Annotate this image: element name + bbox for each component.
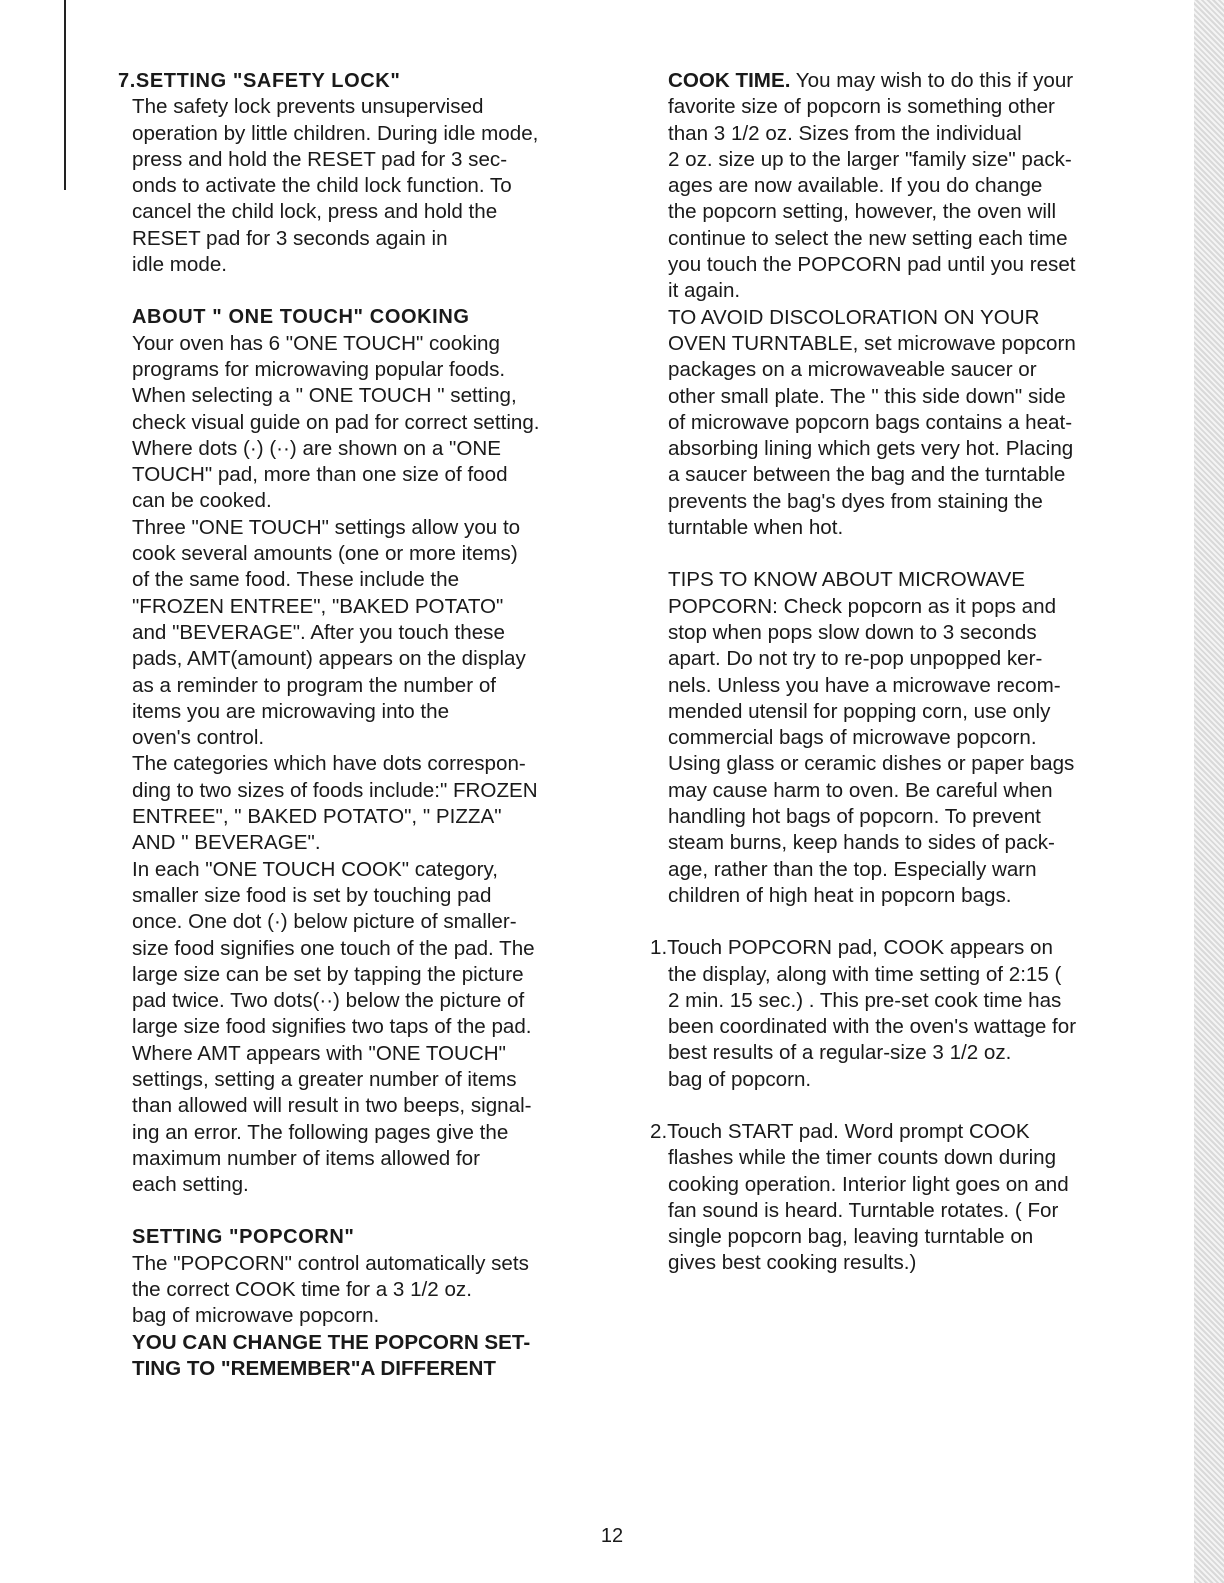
page-scan-edge bbox=[1194, 0, 1224, 1583]
text-line: than 3 1/2 oz. Sizes from the individual bbox=[668, 121, 1022, 145]
text-line: maximum number of items allowed for bbox=[132, 1146, 480, 1170]
text-line: the display, along with time setting of 2:15 ( bbox=[668, 962, 1062, 986]
text-line: press and hold the RESET pad for 3 sec- bbox=[132, 147, 508, 171]
cook-time-first: You may wish to do this if your bbox=[790, 69, 1074, 92]
step-2-body bbox=[650, 1145, 1133, 1276]
text-line: items you are microwaving into the bbox=[132, 699, 450, 723]
text-line: The categories which have dots correspon- bbox=[132, 752, 526, 776]
popcorn-body bbox=[132, 1251, 592, 1330]
text-line: cook several amounts (one or more items) bbox=[132, 542, 518, 566]
text-line: the correct COOK time for a 3 1/2 oz. bbox=[132, 1278, 472, 1302]
right-column bbox=[650, 68, 1133, 1277]
text-line: bag of popcorn. bbox=[668, 1067, 812, 1091]
step-2-first: 2.Touch START pad. Word prompt COOK bbox=[650, 1119, 1030, 1143]
text-line: AND " BEVERAGE". bbox=[132, 831, 321, 855]
text-line: 2 min. 15 sec.) . This pre-set cook time has bbox=[668, 988, 1062, 1012]
popcorn-heading: SETTING "POPCORN" bbox=[132, 1226, 355, 1249]
text-line: OVEN TURNTABLE, set microwave popcorn bbox=[668, 331, 1076, 355]
text-line: single popcorn bag, leaving turntable on bbox=[668, 1225, 1034, 1249]
text-line: TIPS TO KNOW ABOUT MICROWAVE bbox=[668, 568, 1026, 592]
step-1-first: 1.Touch POPCORN pad, COOK appears on bbox=[650, 936, 1053, 960]
safety-lock-heading: 7.SETTING "SAFETY LOCK" bbox=[118, 70, 401, 92]
text-line: large size can be set by tapping the picture bbox=[132, 962, 524, 986]
text-line: In each "ONE TOUCH COOK" category, bbox=[132, 857, 498, 881]
text-line: TO AVOID DISCOLORATION ON YOUR bbox=[668, 305, 1040, 329]
text-line: TING TO "REMEMBER"A DIFFERENT bbox=[132, 1356, 496, 1380]
text-line: ding to two sizes of foods include:" FROZEN bbox=[132, 778, 538, 802]
step-1-body bbox=[650, 962, 1133, 1093]
text-line: ENTREE", " BAKED POTATO", " PIZZA" bbox=[132, 805, 502, 829]
text-line: pad twice. Two dots(··) below the picture of bbox=[132, 989, 525, 1013]
text-line: The "POPCORN" control automatically sets bbox=[132, 1251, 529, 1275]
text-line: commercial bags of microwave popcorn. bbox=[668, 726, 1037, 750]
text-line: onds to activate the child lock function. To bbox=[132, 174, 512, 198]
step-2 bbox=[650, 1119, 1133, 1277]
text-line: YOU CAN CHANGE THE POPCORN SET- bbox=[132, 1330, 531, 1354]
text-line: 2 oz. size up to the larger "family size" pack- bbox=[668, 147, 1072, 171]
text-line: the popcorn setting, however, the oven will bbox=[668, 200, 1057, 224]
text-line: size food signifies one touch of the pad. The bbox=[132, 936, 535, 960]
text-line: bag of microwave popcorn. bbox=[132, 1304, 380, 1328]
text-line: flashes while the timer counts down during bbox=[668, 1146, 1057, 1170]
text-line: handling hot bags of popcorn. To prevent bbox=[668, 805, 1041, 829]
text-line: fan sound is heard. Turntable rotates. ( For bbox=[668, 1198, 1059, 1222]
text-line: been coordinated with the oven's wattage for bbox=[668, 1015, 1077, 1039]
one-touch-body bbox=[132, 331, 592, 1199]
text-line: other small plate. The " this side down" side bbox=[668, 384, 1066, 408]
text-line: prevents the bag's dyes from staining the bbox=[668, 489, 1043, 513]
text-line: absorbing lining which gets very hot. Placing bbox=[668, 437, 1074, 461]
text-line: than allowed will result in two beeps, signal- bbox=[132, 1094, 532, 1118]
text-line: can be cooked. bbox=[132, 489, 272, 513]
text-line: it again. bbox=[668, 279, 741, 303]
text-line: continue to select the new setting each time bbox=[668, 226, 1068, 250]
text-line: Three "ONE TOUCH" settings allow you to bbox=[132, 515, 521, 539]
text-line: idle mode. bbox=[132, 253, 228, 277]
text-line: POPCORN: Check popcorn as it pops and bbox=[668, 594, 1057, 618]
text-line: of the same food. These include the bbox=[132, 568, 460, 592]
cook-time-bold: COOK TIME. bbox=[668, 69, 791, 92]
text-line: settings, setting a greater number of items bbox=[132, 1067, 517, 1091]
text-line: age, rather than the top. Especially warn bbox=[668, 857, 1037, 881]
text-line: operation by little children. During idle mode, bbox=[132, 121, 539, 145]
text-line: programs for microwaving popular foods. bbox=[132, 357, 506, 381]
text-line: smaller size food is set by touching pad bbox=[132, 883, 492, 907]
text-line: nels. Unless you have a microwave recom- bbox=[668, 673, 1061, 697]
text-line: ages are now available. If you do change bbox=[668, 174, 1043, 198]
text-line: each setting. bbox=[132, 1173, 249, 1197]
one-touch-heading: ABOUT " ONE TOUCH" COOKING bbox=[132, 306, 470, 329]
text-line: When selecting a " ONE TOUCH " setting, bbox=[132, 384, 517, 408]
text-line: mended utensil for popping corn, use only bbox=[668, 699, 1051, 723]
text-line: may cause harm to oven. Be careful when bbox=[668, 778, 1053, 802]
text-line: ing an error. The following pages give the bbox=[132, 1120, 509, 1144]
text-line: gives best cooking results.) bbox=[668, 1251, 917, 1275]
text-line: RESET pad for 3 seconds again in bbox=[132, 226, 448, 250]
cook-time-body bbox=[668, 94, 1133, 541]
text-line: favorite size of popcorn is something other bbox=[668, 95, 1055, 119]
text-line: Where AMT appears with "ONE TOUCH" bbox=[132, 1041, 506, 1065]
text-line: "FROZEN ENTREE", "BAKED POTATO" bbox=[132, 594, 504, 618]
text-line: packages on a microwaveable saucer or bbox=[668, 358, 1037, 382]
text-line: stop when pops slow down to 3 seconds bbox=[668, 620, 1037, 644]
text-line: oven's control. bbox=[132, 726, 265, 750]
text-line: cooking operation. Interior light goes on and bbox=[668, 1172, 1069, 1196]
text-line: as a reminder to program the number of bbox=[132, 673, 497, 697]
text-line: and "BEVERAGE". After you touch these bbox=[132, 620, 505, 644]
text-line: large size food signifies two taps of the pad. bbox=[132, 1015, 532, 1039]
binder-edge-line bbox=[64, 0, 66, 190]
text-line: Your oven has 6 "ONE TOUCH" cooking bbox=[132, 331, 500, 355]
step-1 bbox=[650, 935, 1133, 1093]
text-line: Where dots (·) (··) are shown on a "ONE bbox=[132, 436, 501, 460]
text-line: best results of a regular-size 3 1/2 oz. bbox=[668, 1041, 1012, 1065]
left-column bbox=[118, 68, 592, 1382]
text-line: The safety lock prevents unsupervised bbox=[132, 95, 484, 119]
text-line: once. One dot (·) below picture of smaller- bbox=[132, 910, 517, 934]
text-line: check visual guide on pad for correct setting. bbox=[132, 410, 540, 434]
text-line: pads, AMT(amount) appears on the display bbox=[132, 647, 526, 671]
text-line: steam burns, keep hands to sides of pack- bbox=[668, 831, 1055, 855]
text-line: TOUCH" pad, more than one size of food bbox=[132, 463, 508, 487]
text-line: you touch the POPCORN pad until you reset bbox=[668, 253, 1076, 277]
text-line: cancel the child lock, press and hold the bbox=[132, 200, 498, 224]
page-number: 12 bbox=[600, 1525, 624, 1547]
text-line: Using glass or ceramic dishes or paper bags bbox=[668, 752, 1075, 776]
popcorn-tips bbox=[668, 567, 1133, 909]
text-line: a saucer between the bag and the turntable bbox=[668, 463, 1066, 487]
text-line: children of high heat in popcorn bags. bbox=[668, 883, 1012, 907]
text-line: of microwave popcorn bags contains a heat- bbox=[668, 410, 1073, 434]
popcorn-change-notice bbox=[132, 1330, 592, 1383]
text-line: apart. Do not try to re-pop unpopped ker- bbox=[668, 647, 1043, 671]
text-line: turntable when hot. bbox=[668, 516, 844, 540]
safety-lock-body bbox=[132, 94, 592, 278]
cook-time-line bbox=[668, 68, 1133, 94]
